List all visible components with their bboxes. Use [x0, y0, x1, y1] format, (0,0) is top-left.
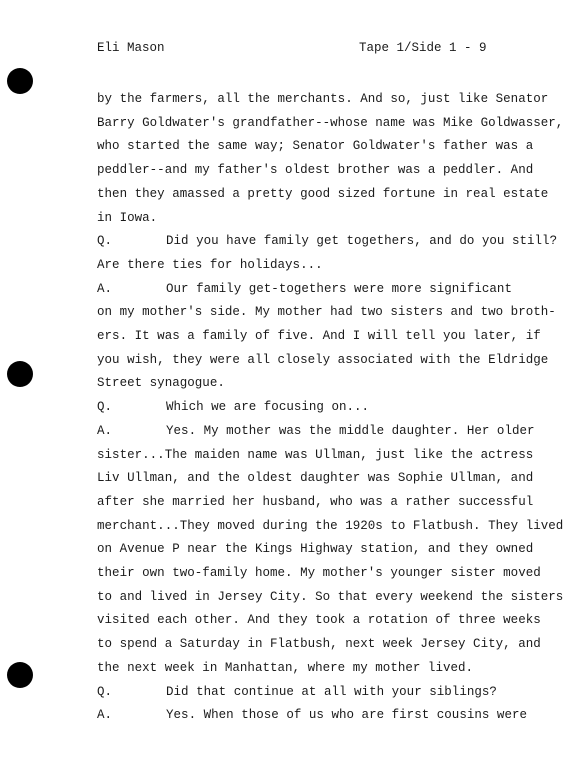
question-line: [97, 399, 369, 415]
answer-line: [97, 707, 527, 723]
transcript-line: on my mother's side. My mother had two sisters and two broth-: [97, 305, 556, 320]
binder-hole-middle: [7, 361, 33, 387]
header-name: Eli Mason: [97, 41, 165, 55]
transcript-line: in Iowa.: [97, 210, 158, 225]
transcript-line: merchant...They moved during the 1920s to Flatbush. They lived: [97, 518, 564, 533]
transcript-line: Barry Goldwater's grandfather--whose name was Mike Goldwasser,: [97, 115, 564, 130]
answer-line: [97, 423, 535, 439]
transcript-line: their own two-family home. My mother's younger sister moved: [97, 566, 541, 580]
speaker-text: Yes. When those of us who are first cousins were: [166, 708, 528, 723]
transcript-line: then they amassed a pretty good sized fortune in real estate: [97, 186, 549, 201]
speaker-text: Which we are focusing on...: [166, 400, 370, 415]
binder-hole-bottom: [7, 662, 33, 688]
transcript-line: who started the same way; Senator Goldwater's father was a: [97, 139, 534, 154]
transcript-line: by the farmers, all the merchants. And so, just like Senator: [97, 92, 549, 106]
speaker-text: Yes. My mother was the middle daughter. Her older: [166, 423, 535, 438]
transcript-line: visited each other. And they took a rotation of three weeks: [97, 613, 541, 628]
transcript-line: on Avenue P near the Kings Highway station, and they owned: [97, 542, 534, 557]
transcript-line: Are there ties for holidays...: [97, 257, 323, 272]
answer-line: [97, 281, 512, 297]
speaker-label: Q.: [97, 234, 113, 249]
speaker-label: A.: [97, 281, 113, 296]
speaker-text: Did you have family get togethers, and do you still?: [166, 234, 558, 249]
transcript-line: the next week in Manhattan, where my mother lived.: [97, 660, 474, 675]
speaker-label: A.: [97, 423, 113, 438]
transcript-line: peddler--and my father's oldest brother was a peddler. And: [97, 163, 534, 178]
speaker-text: Our family get-togethers were more significant: [166, 281, 512, 296]
transcript-line: to spend a Saturday in Flatbush, next week Jersey City, and: [97, 637, 541, 652]
speaker-label: Q.: [97, 400, 113, 415]
transcript-line: you wish, they were all closely associated with the Eldridge: [97, 352, 549, 367]
transcript-line: after she married her husband, who was a rather successful: [97, 494, 534, 509]
transcript-line: sister...The maiden name was Ullman, just like the actress: [97, 447, 534, 462]
question-line: [97, 233, 557, 249]
binder-hole-top: [7, 68, 33, 94]
question-line: [97, 684, 497, 700]
speaker-text: Did that continue at all with your siblings?: [166, 684, 497, 699]
transcript-line: ers. It was a family of five. And I will tell you later, if: [97, 329, 541, 343]
transcript-line: Street synagogue.: [97, 376, 225, 391]
speaker-label: Q.: [97, 684, 113, 699]
speaker-label: A.: [97, 708, 113, 723]
transcript-line: to and lived in Jersey City. So that every weekend the sisters: [97, 589, 564, 604]
header-tape: Tape 1/Side 1 - 9: [359, 41, 487, 55]
transcript-line: Liv Ullman, and the oldest daughter was Sophie Ullman, and: [97, 471, 534, 486]
